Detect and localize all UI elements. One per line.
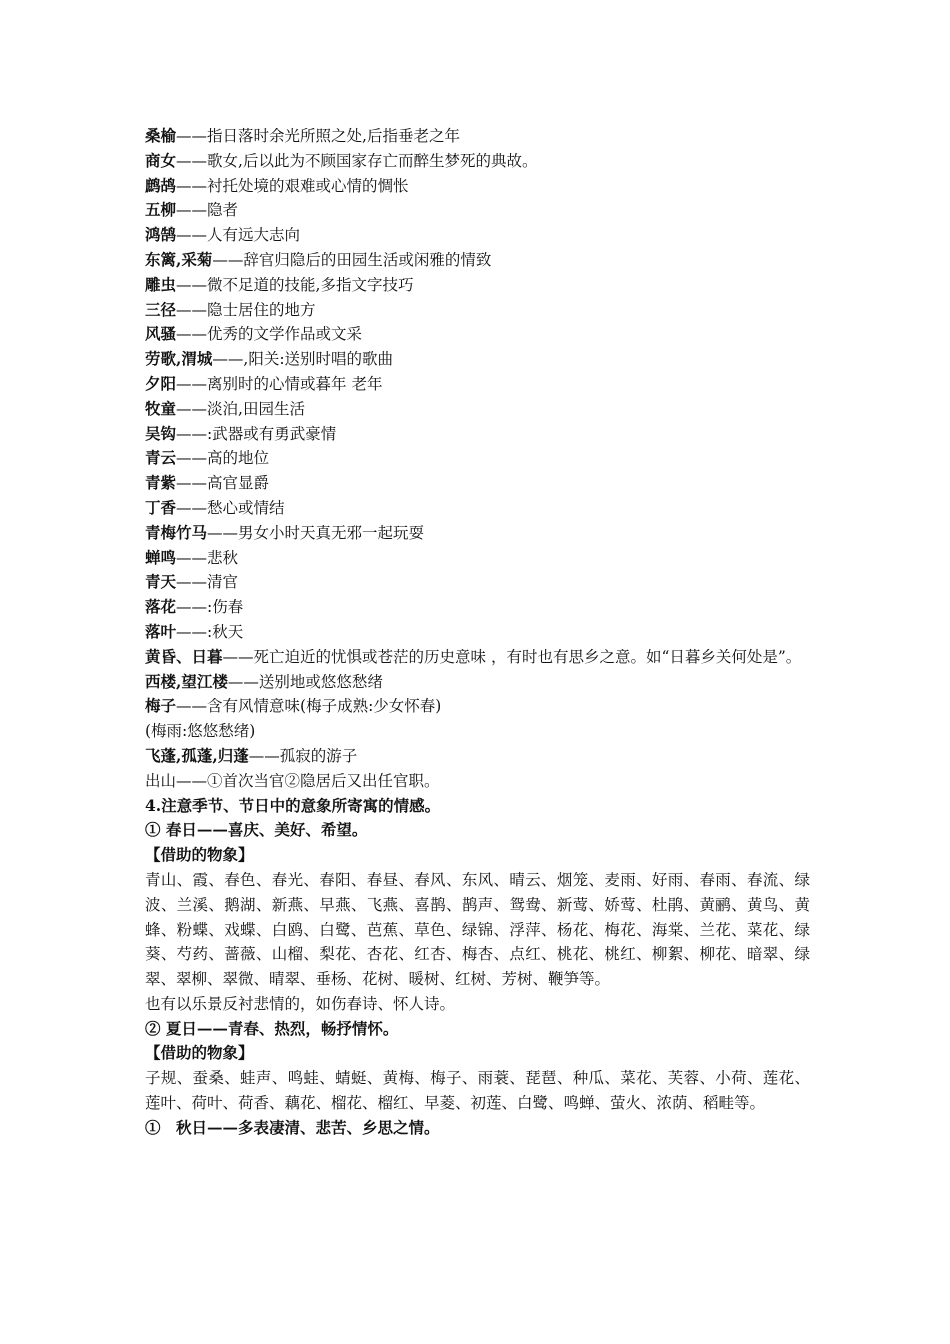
entry-line: [145, 149, 810, 174]
entry-line: [145, 174, 810, 199]
entry-definition: ——死亡迫近的忧惧或苍茫的历史意味 ，有时也有思乡之意。如“日暮乡关何处是”。: [222, 647, 802, 666]
entry-definition: ——歌女,后以此为不顾国家存亡而醉生梦死的典故。: [176, 151, 538, 170]
meiyu-note: (梅雨:悠悠愁绪): [145, 722, 256, 741]
entry-term: 三径: [145, 299, 177, 319]
entry-definition: ——:秋天: [176, 622, 244, 641]
entry-definition: ——孤寂的游子: [248, 746, 358, 765]
spring-objects-paragraph: 青山、霞、春色、春光、春阳、春昼、春风、东风、晴云、烟笼、麦雨、好雨、春雨、春流、绿波、兰溪、鹅湖、新燕、早燕、飞燕、喜鹊、鹊声、鸳鸯、新莺、娇莺、杜鹃、黄鹂、黄鸟、黄蜂、粉蝶、戏蝶、白鸥、白鹭、芭蕉、草色、绿锦、浮萍、杨花、梅花、海棠、兰花、菜花、绿葵、芍药、蔷薇、山榴、梨花、杏花、红杏、梅杏、点红、桃花、桃红、柳絮、柳花、暗翠、绿翠、翠柳、翠微、晴翠、垂杨、花树、暖树、红树、芳树、鞭笋等。: [145, 870, 810, 989]
spring-heading: ① 春日——喜庆、美好、希望。: [145, 820, 368, 840]
entry-line: [145, 347, 810, 372]
entry-term: 风骚: [145, 324, 177, 344]
entry-line: [145, 124, 810, 149]
entry-definition: ——辞官归隐后的田园生活或闲雅的情致: [212, 250, 492, 269]
entry-line: [145, 372, 810, 397]
entry-line: [145, 620, 810, 645]
entry-definition: ——指日落时余光所照之处,后指垂老之年: [176, 127, 460, 145]
entry-line: [145, 198, 810, 223]
entry-term: 夕阳: [145, 373, 177, 393]
entry-definition: ——①首次当官②隐居后又出任官职。: [176, 771, 440, 790]
entry-term: 飞蓬,孤蓬,归蓬: [145, 745, 249, 765]
entry-definition: ——隐士居住的地方: [176, 300, 316, 319]
entry-definition: ——微不足道的技能,多指文字技巧: [176, 275, 414, 294]
entry-term: 牧童: [145, 398, 177, 418]
entry-term: 商女: [145, 150, 177, 170]
entry-line: [145, 446, 810, 471]
entry-definition: ——隐者: [176, 201, 239, 220]
entry-term: 蝉鸣: [145, 547, 177, 567]
entry-line: [145, 422, 810, 447]
spring-note: 也有以乐景反衬悲情的，如伤春诗、怀人诗。: [145, 994, 456, 1013]
entry-definition: ——愁心或情结: [176, 498, 285, 517]
entry-definition: ——离别时的心情或暮年 老年: [176, 374, 383, 393]
borrowed-objects-label: 【借助的物象】: [145, 845, 254, 865]
entry-line-huanghun: [145, 645, 810, 670]
entry-term: 青云: [145, 448, 177, 468]
entry-term: 丁香: [145, 497, 177, 517]
entry-term: 鸿鹄: [145, 225, 177, 245]
entry-definition: ——含有风情意味(梅子成熟:少女怀春): [176, 697, 442, 716]
entry-term: 东篱,采菊: [145, 249, 213, 269]
entry-line: [145, 670, 810, 695]
entry-definition: ——:武器或有勇武豪情: [176, 424, 337, 443]
entry-line: [145, 546, 810, 571]
summer-heading: ② 夏日——青春、热烈，畅抒情怀。: [145, 1018, 399, 1038]
entry-term: 青紫: [145, 473, 177, 493]
entry-term: 青梅竹马: [145, 522, 208, 542]
entry-line: [145, 744, 810, 769]
entry-definition: ——高的地位: [176, 449, 270, 468]
entry-line: [145, 298, 810, 323]
entry-line: [145, 570, 810, 595]
entry-term: 落花: [145, 597, 177, 617]
entry-line: [145, 273, 810, 298]
entry-term: 雕虫: [145, 274, 177, 294]
entry-definition: ——优秀的文学作品或文采: [176, 325, 363, 344]
entry-definition: ——,阳关:送别时唱的歌曲: [212, 350, 394, 369]
entry-term: 落叶: [145, 621, 177, 641]
entry-line: [145, 496, 810, 521]
entry-line: [145, 471, 810, 496]
entry-line: [145, 248, 810, 273]
entry-term: 桑榆: [145, 126, 177, 145]
entry-term: 鹧鸪: [145, 175, 177, 195]
entry-definition: ——送别地或悠悠愁绪: [227, 672, 383, 691]
autumn-heading: ① 秋日——多表凄清、悲苦、乡思之情。: [145, 1117, 440, 1137]
entry-definition: ——人有远大志向: [176, 226, 301, 245]
entry-definition: ——淡泊,田园生活: [176, 399, 305, 418]
entry-line: [145, 769, 810, 794]
entry-term: 五柳: [145, 200, 177, 220]
entry-line: [145, 694, 810, 719]
entry-definition: ——清官: [176, 573, 239, 592]
entry-term: 黄昏、日暮: [145, 646, 223, 666]
entry-line: [145, 397, 810, 422]
entry-definition: ——衬托处境的艰难或心情的惆怅: [176, 176, 409, 195]
entry-line: [145, 322, 810, 347]
entry-line: [145, 223, 810, 248]
section-heading: 4.注意季节、节日中的意象所寄寓的情感。: [145, 795, 441, 815]
entry-term: 西楼,望江楼: [145, 671, 228, 691]
entry-term: 青天: [145, 572, 177, 592]
entry-definition: ——男女小时天真无邪一起玩耍: [207, 523, 425, 542]
summer-objects-paragraph: 子规、蚕桑、蛙声、鸣蛙、蜻蜓、黄梅、梅子、雨蓑、琵琶、种瓜、菜花、芙蓉、小荷、莲花、莲叶、荷叶、荷香、藕花、榴花、榴红、早菱、初莲、白鹭、鸣蝉、萤火、浓荫、稻畦等。: [145, 1069, 810, 1113]
entry-line: [145, 521, 810, 546]
entry-term: 吴钩: [145, 423, 177, 443]
borrowed-objects-label: 【借助的物象】: [145, 1043, 254, 1063]
document-body: [145, 124, 810, 1141]
entry-term: 出山: [145, 771, 177, 790]
entry-definition: ——高官显爵: [176, 474, 270, 493]
entry-definition: ——:伤春: [176, 598, 244, 617]
entry-line: [145, 595, 810, 620]
entry-term: 劳歌,渭城: [145, 349, 213, 369]
entry-definition: ——悲秋: [176, 548, 239, 567]
entry-term: 梅子: [145, 696, 177, 716]
